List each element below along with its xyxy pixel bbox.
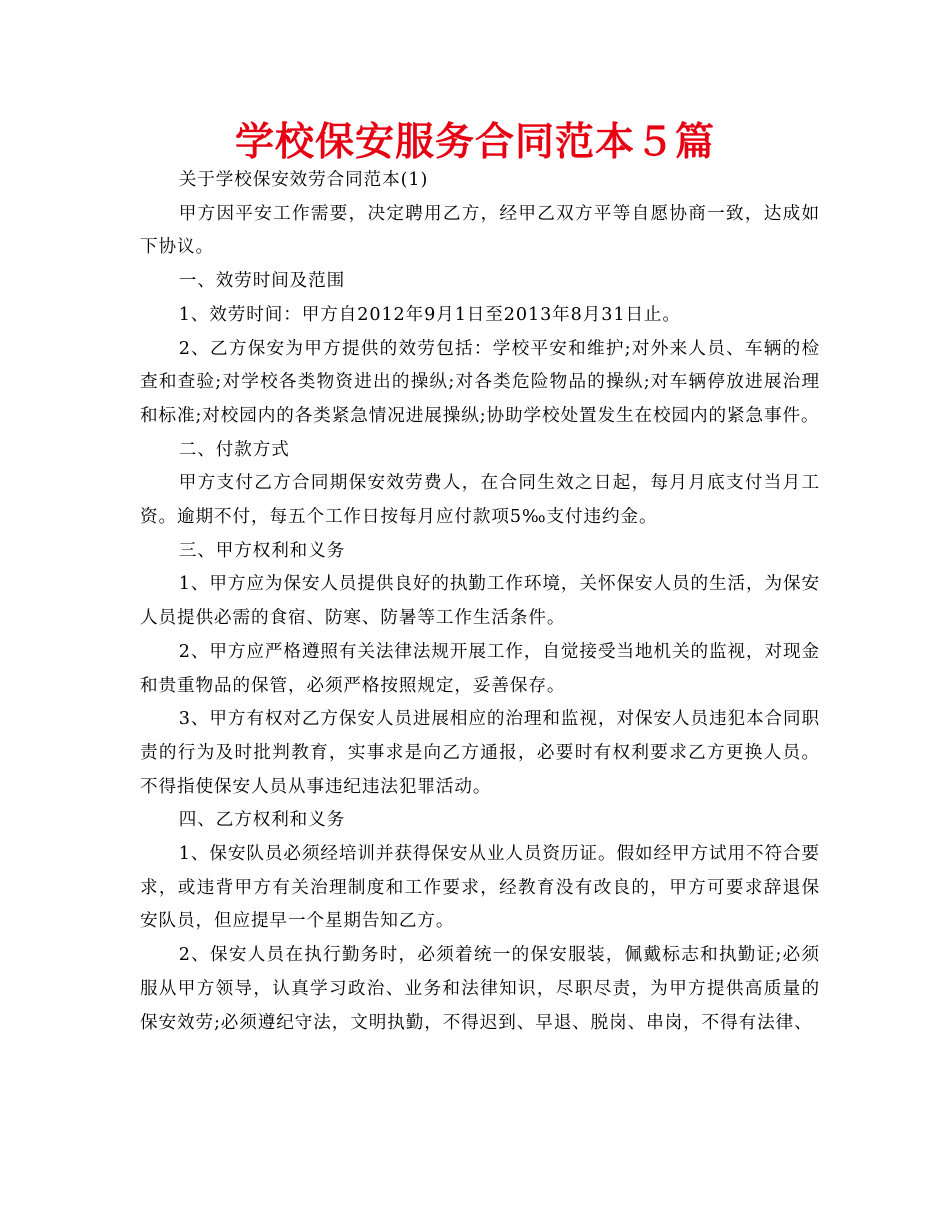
section-heading-payment: 二、付款方式 — [178, 439, 290, 460]
paragraph-preamble: 甲方因平安工作需要，决定聘用乙方，经甲乙双方平等自愿协商一致，达成如下协议。 — [140, 203, 820, 258]
paragraph-party-b-2: 2、保安人员在执行勤务时，必须着统一的保安服装，佩戴标志和执勤证;必须服从甲方领导，认真学习政治、业务和法律知识，尽职尽责，为甲方提供高质量的保安效劳;必须遵纪守法，文明执勤，不得迟到、早退、脱岗、串岗，不得有法律、 — [140, 945, 820, 1033]
document-body — [140, 164, 820, 1040]
document-title: 学校保安服务合同范本５篇 — [234, 120, 715, 165]
section-heading-service-scope: 一、效劳时间及范围 — [178, 271, 346, 292]
paragraph-payment: 甲方支付乙方合同期保安效劳费人，在合同生效之日起，每月月底支付当月工资。逾期不付，每五个工作日按每月应付款项5‰支付违约金。 — [140, 473, 820, 528]
paragraph-service-content: 2、乙方保安为甲方提供的效劳包括：学校平安和维护;对外来人员、车辆的检查和查验;对学校各类物资进出的操纵;对各类危险物品的操纵;对车辆停放进展治理和标准;对校园内的各类紧急情况进展操纵;协助学校处置发生在校园内的紧急事件。 — [140, 338, 820, 426]
paragraph-service-time: 1、效劳时间：甲方自2012年9月1日至2013年8月31日止。 — [178, 304, 681, 325]
paragraph-party-a-1: 1、甲方应为保安人员提供良好的执勤工作环境，关怀保安人员的生活，为保安人员提供必需的食宿、防寒、防暑等工作生活条件。 — [140, 574, 820, 629]
paragraph-party-a-2: 2、甲方应严格遵照有关法律法规开展工作，自觉接受当地机关的监视，对现金和贵重物品的保管，必须严格按照规定，妥善保存。 — [140, 641, 820, 696]
paragraph-party-b-1: 1、保安队员必须经培训并获得保安从业人员资历证。假如经甲方试用不符合要求，或违背甲方有关治理制度和工作要求，经教育没有改良的，甲方可要求辞退保安队员，但应提早一个星期告知乙方。 — [140, 844, 820, 932]
section-heading-party-a: 三、甲方权利和义务 — [178, 540, 346, 561]
paragraph-intro-heading: 关于学校保安效劳合同范本(1) — [178, 170, 429, 190]
section-heading-party-b: 四、乙方权利和义务 — [178, 810, 346, 831]
paragraph-party-a-3: 3、甲方有权对乙方保安人员进展相应的治理和监视，对保安人员违犯本合同职责的行为及时批判教育，实事求是向乙方通报，必要时有权利要求乙方更换人员。不得指使保安人员从事违纪违法犯罪活动。 — [140, 709, 820, 797]
